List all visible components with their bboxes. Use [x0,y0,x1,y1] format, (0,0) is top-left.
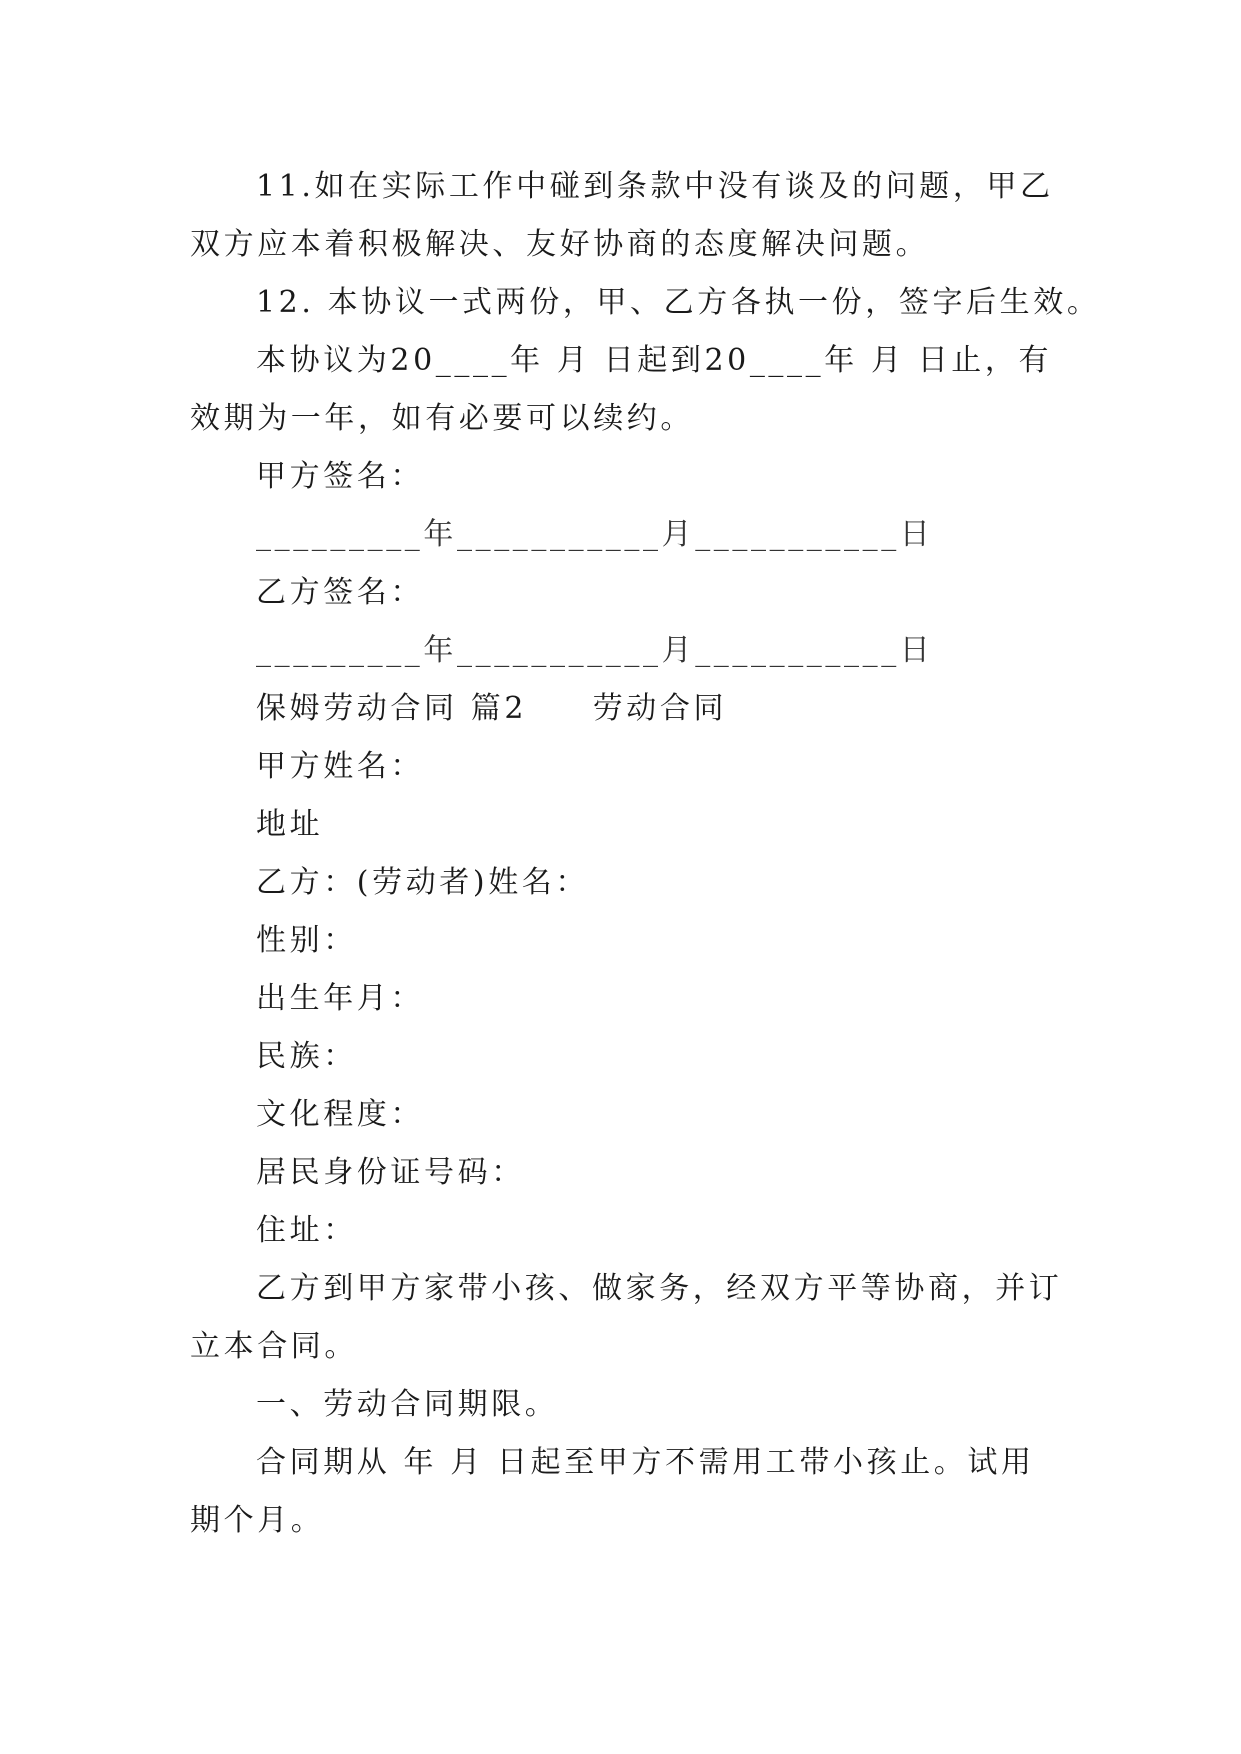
residence-field: 住址： [256,1213,357,1248]
ethnicity-field: 民族： [256,1039,357,1074]
party-b-signature-date: _________年___________月___________日 [256,633,934,668]
clause-11-line-2: 双方应本着积极解决、友好协商的态度解决问题。 [190,227,930,262]
id-number-field: 居民身份证号码： [256,1155,525,1190]
intro-paragraph-line-1: 乙方到甲方家带小孩、做家务，经双方平等协商，并订 [256,1271,1063,1306]
party-b-signature-label: 乙方签名： [256,575,424,610]
party-a-signature-label: 甲方签名： [256,459,424,494]
clause-11-line-1: 11.如在实际工作中碰到条款中没有谈及的问题，甲乙 [256,169,1054,204]
intro-paragraph-line-2: 立本合同。 [190,1329,358,1364]
education-field: 文化程度： [256,1097,424,1132]
party-a-signature-date: _________年___________月___________日 [256,517,934,552]
section-heading: 保姆劳动合同 篇2 劳动合同 [256,691,728,726]
section-one-heading: 一、劳动合同期限。 [256,1387,559,1422]
contract-term-line-2: 期个月。 [190,1503,325,1538]
clause-12: 12. 本协议一式两份，甲、乙方各执一份，签字后生效。 [256,285,1101,320]
contract-term-line-1: 合同期从 年 月 日起至甲方不需用工带小孩止。试用 [256,1445,1035,1480]
birth-date-field: 出生年月： [256,981,424,1016]
party-a-name-field: 甲方姓名： [256,749,424,784]
validity-line-1: 本协议为20____年 月 日起到20____年 月 日止，有 [256,343,1053,378]
party-b-name-field: 乙方：(劳动者)姓名： [256,865,590,900]
gender-field: 性别： [256,923,357,958]
address-field: 地址 [256,807,324,842]
validity-line-2: 效期为一年，如有必要可以续约。 [190,401,694,436]
